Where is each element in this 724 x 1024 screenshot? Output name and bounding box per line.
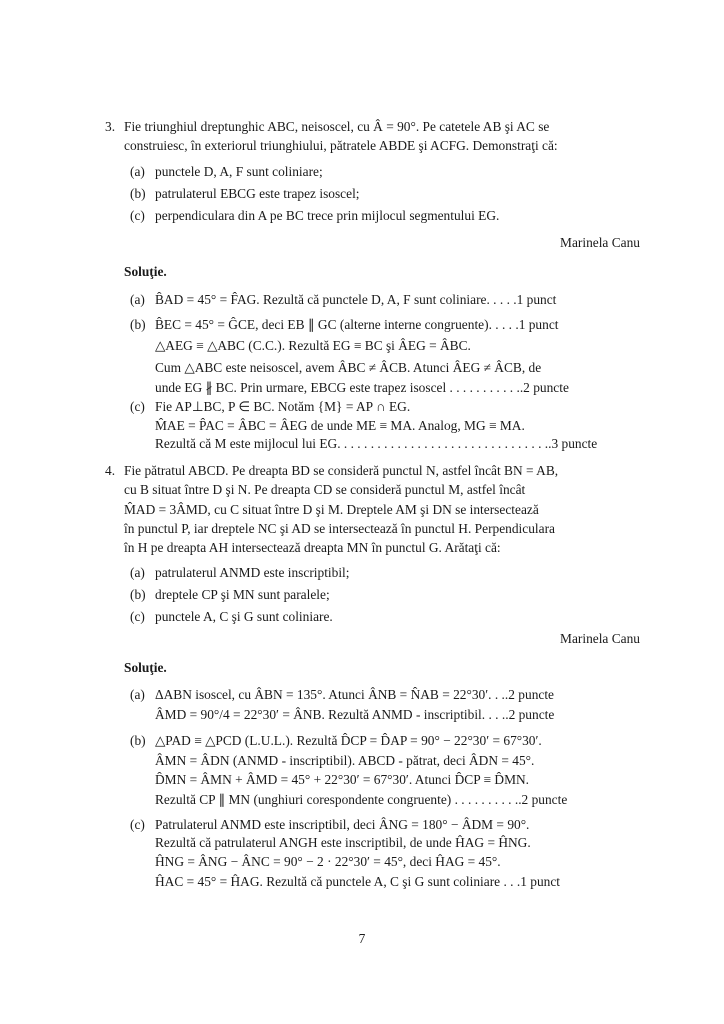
solution-3-line: △AEG ≡ △ABC (C.C.). Rezultă EG ≡ BC şi ÂEG = ÂBC.	[155, 338, 471, 353]
problem-3-number: 3.	[105, 119, 116, 134]
problem-4-statement-line: în punctul P, iar dreptele NC şi AD se intersectează în punctul H. Perpendiculara	[124, 521, 555, 536]
solution-4-item-label: (a)	[130, 687, 145, 702]
problem-3-item-label: (b)	[130, 186, 146, 201]
problem-4-number: 4.	[105, 463, 116, 478]
problem-4-item-label: (b)	[130, 587, 146, 602]
solution-3-line: Cum △ABC este neisoscel, avem ÂBC ≠ ÂCB. Atunci ÂEG ≠ ÂCB, de	[155, 360, 542, 375]
solution-3-item-label: (c)	[130, 399, 145, 414]
problem-4-author: Marinela Canu	[560, 631, 640, 646]
problem-4-item-text: dreptele CP şi MN sunt paralele;	[155, 587, 330, 602]
problem-3-item-label: (c)	[130, 208, 145, 223]
solution-4-line: △PAD ≡ △PCD (L.U.L.). Rezultă D̂CP = D̂AP = 90° − 22°30′ = 67°30′.	[155, 733, 542, 748]
solution-4-line: D̂MN = ÂMN + ÂMD = 45° + 22°30′ = 67°30′. Atunci D̂CP ≡ D̂MN.	[155, 772, 529, 787]
problem-4-item-text: punctele A, C şi G sunt coliniare.	[155, 609, 333, 624]
solution-3-line: B̂AD = 45° = F̂AG. Rezultă că punctele D, A, F sunt coliniare. . . . .1 punct	[155, 292, 557, 307]
problem-4-solution-heading: Soluţie.	[124, 660, 167, 675]
problem-3-solution-heading: Soluţie.	[124, 264, 167, 279]
solution-4-line: Rezultă că patrulaterul ANGH este inscriptibil, de unde ĤAG = ĤNG.	[155, 835, 531, 850]
problem-4-item-label: (c)	[130, 609, 145, 624]
problem-3-item-text: perpendiculara din A pe BC trece prin mijlocul segmentului EG.	[155, 208, 500, 223]
solution-3-line: B̂EC = 45° = ĜCE, deci EB ∥ GC (alterne interne congruente). . . . .1 punct	[155, 317, 559, 332]
solution-4-line: Rezultă CP ∥ MN (unghiuri corespondente congruente) . . . . . . . . . ..2 puncte	[155, 792, 568, 807]
solution-4-item-label: (c)	[130, 817, 145, 832]
problem-3-item-label: (a)	[130, 164, 145, 179]
solution-3-item-label: (b)	[130, 317, 146, 332]
solution-3-line: Fie AP⊥BC, P ∈ BC. Notăm {M} = AP ∩ EG.	[155, 399, 411, 414]
solution-3-line: unde EG ∦ BC. Prin urmare, EBCG este trapez isoscel . . . . . . . . . . ..2 puncte	[155, 380, 569, 395]
page-number: 7	[358, 931, 366, 946]
problem-3-item-text: patrulaterul EBCG este trapez isoscel;	[155, 186, 360, 201]
problem-4-statement-line: Fie pătratul ABCD. Pe dreapta BD se consideră punctul N, astfel încât BN = AB,	[124, 463, 559, 478]
solution-3-item-label: (a)	[130, 292, 145, 307]
solution-3-line: M̂AE = P̂AC = ÂBC = ÂEG de unde ME ≡ MA. Analog, MG ≡ MA.	[155, 418, 525, 433]
solution-4-line: ĤAC = 45° = ĤAG. Rezultă că punctele A, C şi G sunt coliniare . . .1 punct	[155, 874, 560, 889]
problem-4-statement-line: în H pe dreapta AH intersectează dreapta MN în punctul G. Arătaţi că:	[124, 540, 501, 555]
problem-4-statement-line: cu B situat între D şi N. Pe dreapta CD se consideră punctul M, astfel încât	[124, 482, 526, 497]
problem-4-item-text: patrulaterul ANMD este inscriptibil;	[155, 565, 350, 580]
solution-4-item-label: (b)	[130, 733, 146, 748]
problem-3-statement-line: construiesc, în exteriorul triunghiului, pătratele ABDE şi ACFG. Demonstraţi că:	[124, 138, 558, 153]
problem-4-item-label: (a)	[130, 565, 145, 580]
problem-3-item-text: punctele D, A, F sunt coliniare;	[155, 164, 323, 179]
solution-4-line: ΔABN isoscel, cu ÂBN = 135°. Atunci ÂNB = N̂AB = 22°30′. . ..2 puncte	[155, 687, 554, 702]
problem-3-statement-line: Fie triunghiul dreptunghic ABC, neisoscel, cu Â = 90°. Pe catetele AB şi AC se	[124, 119, 550, 134]
solution-4-line: ÂMD = 90°/4 = 22°30′ = ÂNB. Rezultă ANMD - inscriptibil. . . ..2 puncte	[155, 707, 555, 722]
solution-4-line: ÂMN = ÂDN (ANMD - inscriptibil). ABCD - pătrat, deci ÂDN = 45°.	[155, 753, 535, 768]
solution-4-line: ĤNG = ÂNG − ÂNC = 90° − 2 · 22°30′ = 45°, deci ĤAG = 45°.	[155, 854, 501, 869]
solution-4-line: Patrulaterul ANMD este inscriptibil, deci ÂNG = 180° − ÂDM = 90°.	[155, 817, 530, 832]
solution-3-line: Rezultă că M este mijlocul lui EG. . . . . . . . . . . . . . . . . . . . . . . . . . . . . . . ..3 puncte	[155, 436, 598, 451]
problem-4-statement-line: M̂AD = 3ÂMD, cu C situat între D şi M. Dreptele AM şi DN se intersectează	[124, 502, 539, 517]
problem-3-author: Marinela Canu	[560, 235, 640, 250]
